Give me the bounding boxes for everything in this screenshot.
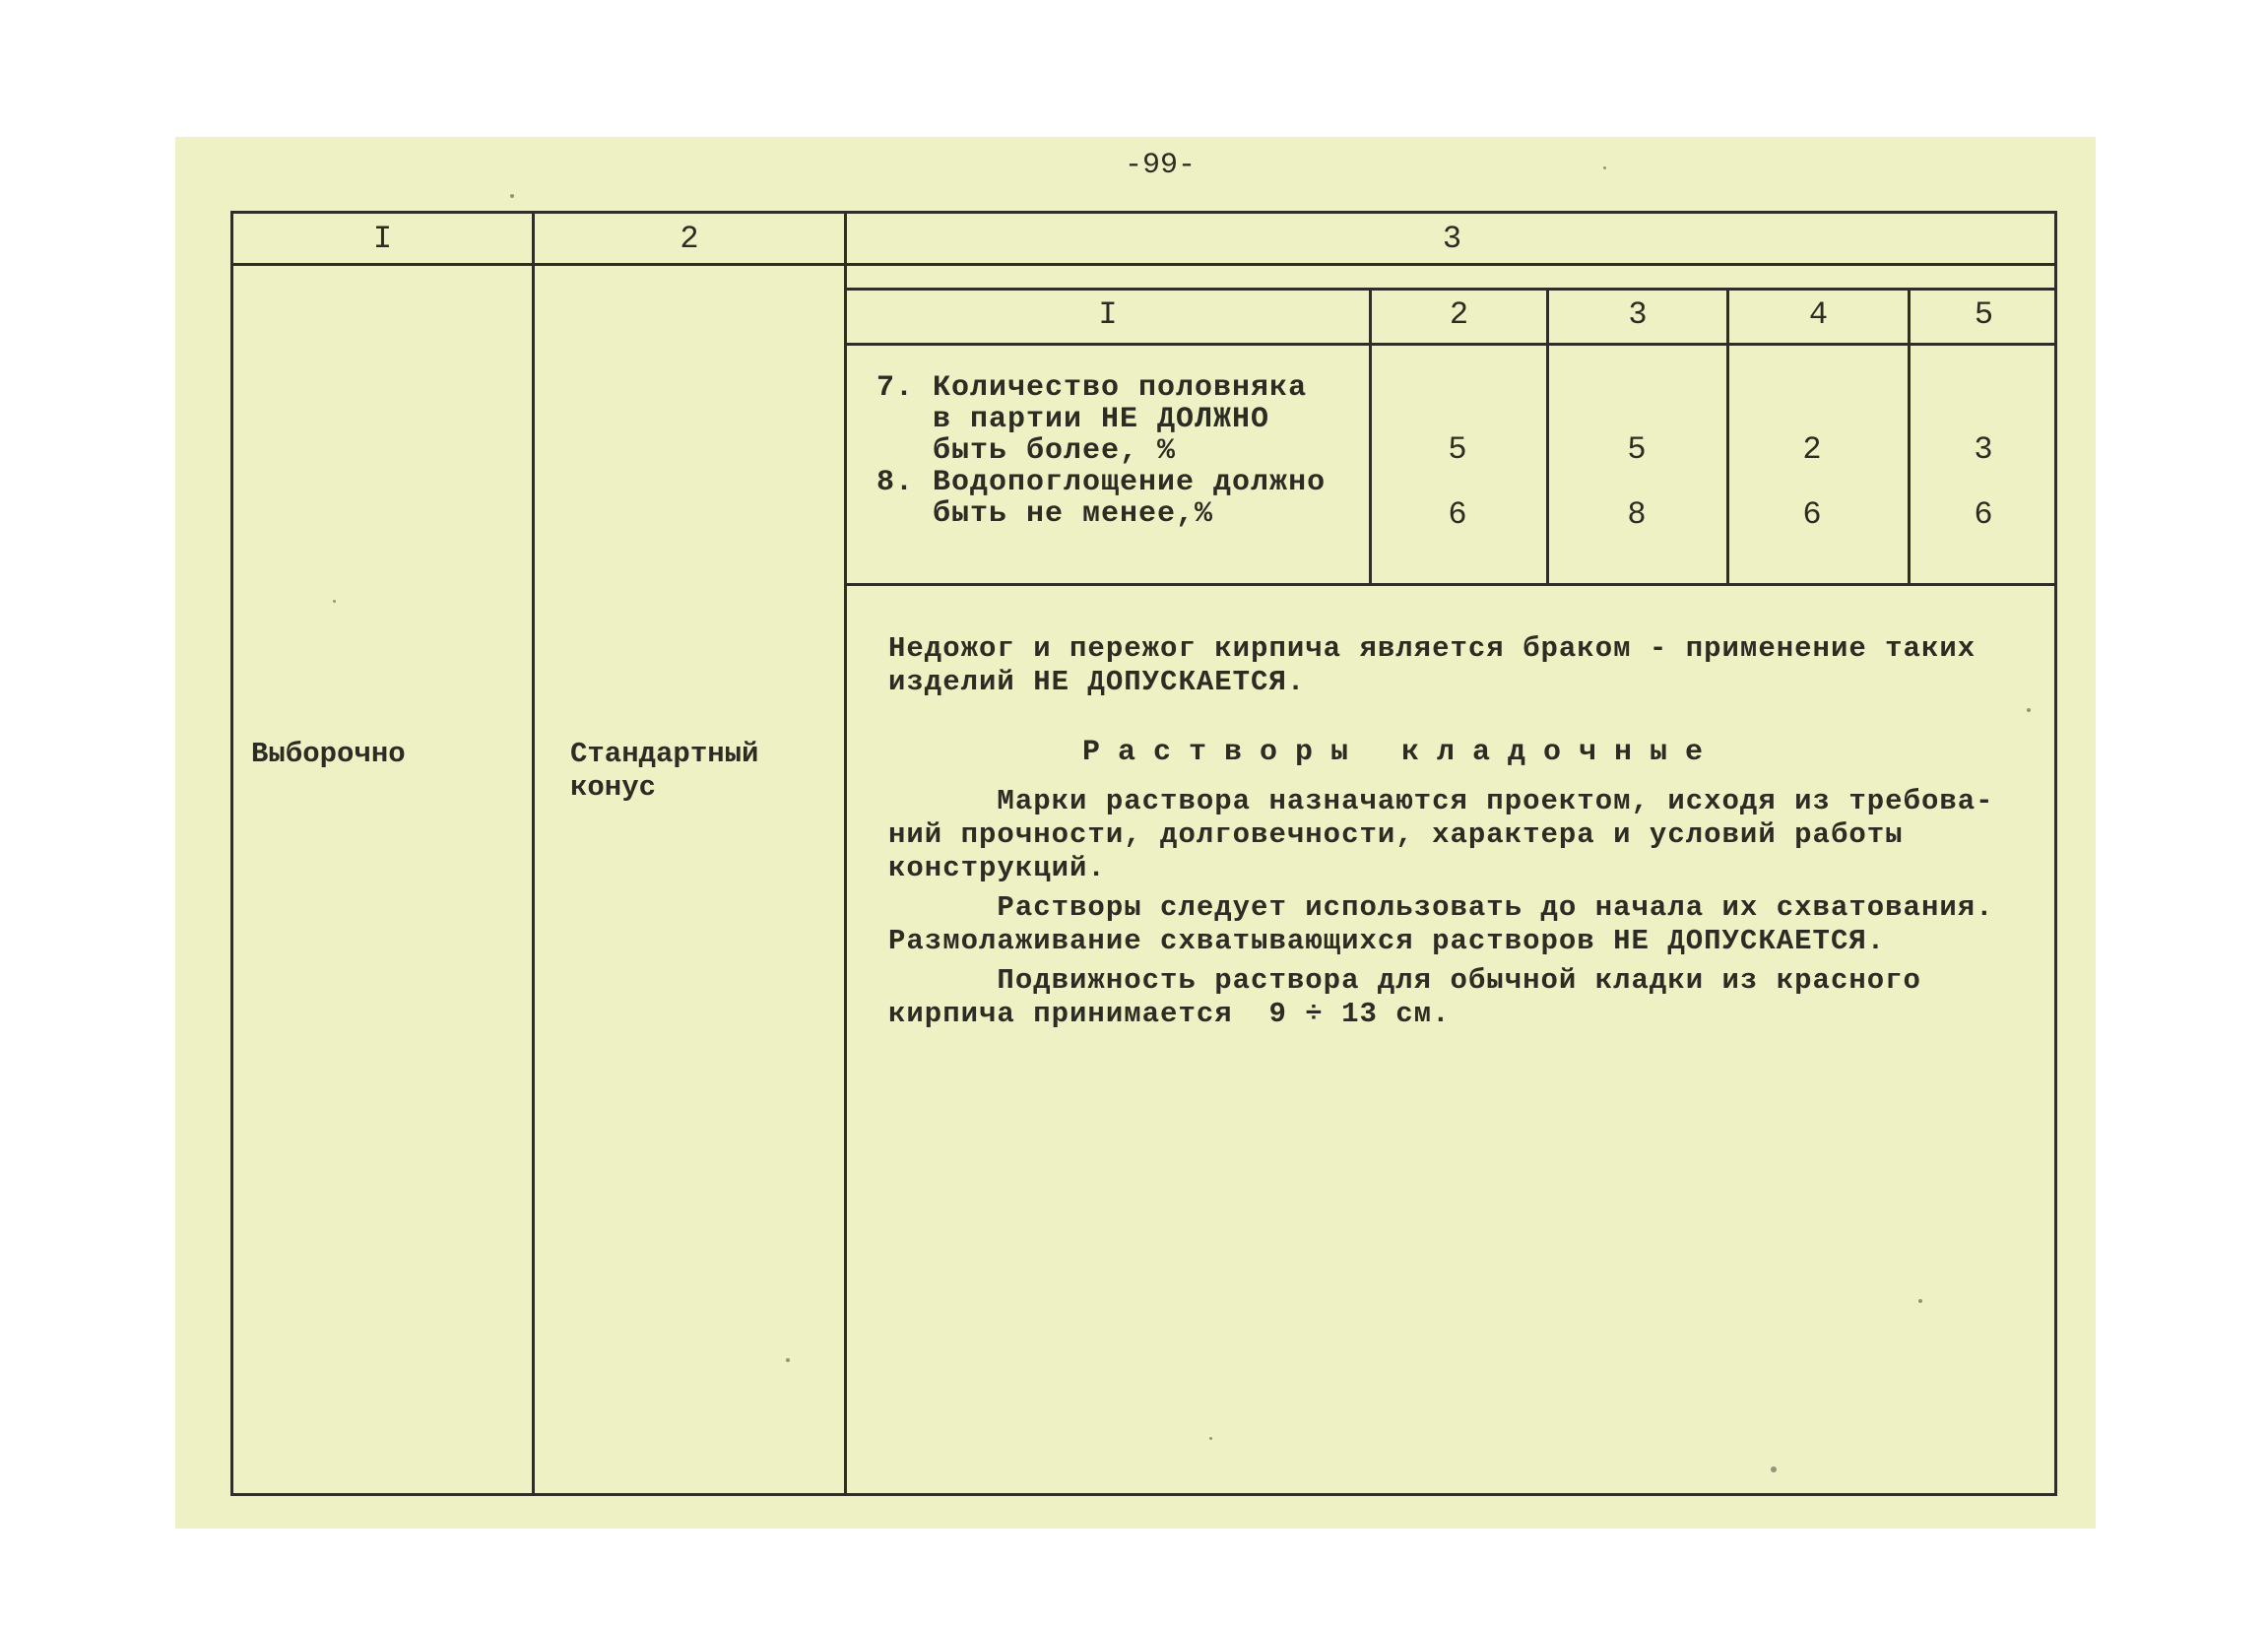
subtable-bottom-border <box>847 583 2057 586</box>
row-7-value-grade-1: 5 <box>1448 431 1467 468</box>
subtable-header-4: 4 <box>1808 296 1829 333</box>
subtable-header-2: 2 <box>1449 296 1469 333</box>
section-heading: Растворы кладочные <box>1082 736 1721 769</box>
requirement-row-8-label: 8. Водопоглощение должно быть не менее,% <box>876 466 1327 531</box>
row-8-value-grade-3: 6 <box>1802 496 1822 533</box>
requirement-row-7-label: 7. Количество половняка в партии НЕ ДОЛЖНО быть более, % <box>876 371 1308 468</box>
row-7-value-grade-2: 5 <box>1627 431 1647 468</box>
paragraph-mortar-setting: Растворы следует использовать до начала их схватования. Размолаживание схватывающихся растворов НЕ ДОПУСКАЕТСЯ. <box>888 891 1994 957</box>
subtable-header-divider <box>847 343 2057 346</box>
paragraph-mortar-mobility: Подвижность раствора для обычной кладки из красного кирпича принимается 9 ÷ 13 см. <box>888 964 1921 1030</box>
header-divider <box>233 263 2054 266</box>
subtable-header-1: I <box>1098 296 1118 333</box>
row-8-value-grade-1: 6 <box>1448 496 1467 533</box>
subtable-header-5: 5 <box>1974 296 1994 333</box>
row-8-value-grade-4: 6 <box>1974 496 1993 533</box>
row-8-value-grade-2: 8 <box>1627 496 1647 533</box>
main-table <box>230 211 2057 1496</box>
control-method-text: Выборочно <box>251 738 406 770</box>
subtable-header-3: 3 <box>1628 296 1648 333</box>
row-7-value-grade-4: 3 <box>1974 431 1993 468</box>
column-header-1: I <box>372 221 393 257</box>
column-header-2: 2 <box>680 221 699 257</box>
document-page <box>175 137 2096 1529</box>
defect-note: Недожог и пережог кирпича является браком - применение таких изделий НЕ ДОПУСКАЕТСЯ. <box>888 632 1976 698</box>
control-tool-text: Стандартный конус <box>570 738 759 804</box>
requirements-subtable <box>847 288 2057 586</box>
column-divider <box>532 214 535 1493</box>
column-header-3: 3 <box>1442 221 1462 257</box>
row-7-value-grade-3: 2 <box>1802 431 1822 468</box>
page-number: -99- <box>1124 149 1196 182</box>
paragraph-mortar-grades: Марки раствора назначаются проектом, исходя из требова- ний прочности, долговечности, характера и условий работы конструкций. <box>888 785 1994 884</box>
